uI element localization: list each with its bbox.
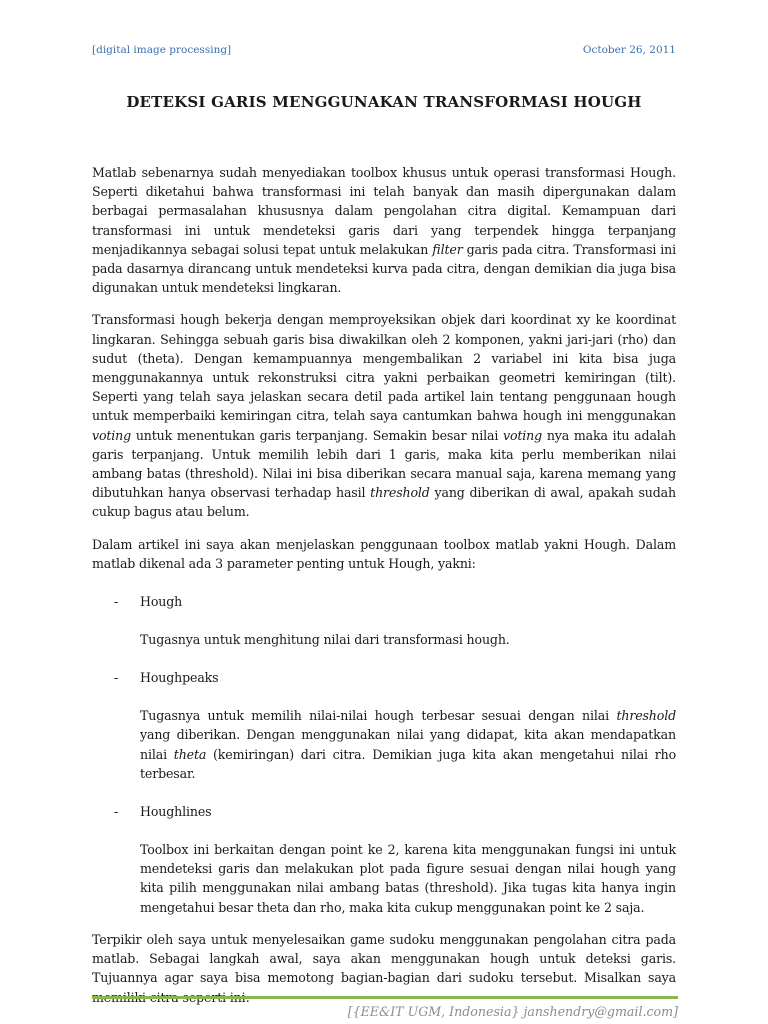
list-bullet: -	[114, 670, 119, 686]
list-item-title: Hough	[140, 594, 183, 610]
list-item-description: Tugasnya untuk menghitung nilai dari transformasi hough.	[140, 632, 510, 648]
footer-contact: [{EE&IT UGM, Indonesia} janshendry@gmail.com]	[347, 1004, 678, 1019]
page-header	[92, 44, 676, 60]
paragraph-toolbox-intro: Dalam artikel ini saya akan menjelaskan penggunaan toolbox matlab yakni Hough. Dalam matlab dikenal ada 3 parameter penting untuk Hough, yakni:	[92, 536, 676, 571]
page-title: DETEKSI GARIS MENGGUNAKAN TRANSFORMASI HOUGH	[126, 93, 642, 111]
paragraph-intro: Matlab sebenarnya sudah menyediakan toolbox khusus untuk operasi transformasi Hough. Seperti diketahui bahwa transformasi ini telah banyak dan masih dipergunakan dalam berbagai permasalahan khususnya dalam pengolahan citra digital. Kemampuan dari transformasi ini untuk mendeteksi garis dari yang terpendek hingga terpanjang menjadikannya sebagai solusi tepat untuk melakukan filter garis pada citra. Transformasi ini pada dasarnya dirancang untuk mendeteksi kurva pada citra, dengan demikian dia juga bisa digunakan untuk mendeteksi lingkaran.	[92, 165, 676, 296]
list-item-hough	[92, 592, 676, 649]
paragraph-sudoku: Terpikir oleh saya untuk menyelesaikan game sudoku menggunakan pengolahan citra pada matlab. Sebagai langkah awal, saya akan menggunakan hough untuk deteksi garis. Tujuannya agar saya bisa memotong bagian-bagian dari sudoku tersebut. Misalkan saya	[92, 931, 676, 986]
list-item-description: Tugasnya untuk memilih nilai-nilai hough terbesar sesuai dengan nilai threshold yang diberikan. Dengan menggunakan nilai yang didapat, kita akan mendapatkan nilai theta (kemiringan) dari citra. Demikian juga kita akan mengetahui nilai rho terbesar.	[140, 708, 677, 781]
list-item-title: Houghpeaks	[140, 670, 219, 686]
header-date: October 26, 2011	[582, 44, 676, 56]
list-item-houghpeaks	[92, 668, 676, 783]
document-body	[92, 163, 676, 1020]
paragraph-hough-explanation: Transformasi hough bekerja dengan memproyeksikan objek dari koordinat xy ke koordinat lingkaran. Sehingga sebuah garis bisa diwakilkan oleh 2 komponen, yakni jari-jari (rho) dan sudut (theta). Dengan kemampuannya mengembalikan 2 variabel ini kita bisa juga menggunakannya untuk rekonstruksi citra yakni perbaikan geometri kemiringan (tilt). Seperti yang telah saya jelaskan secara detil pada artikel lain tentang penggunaan hough untuk memperbaiki kemiringan citra, telah saya cantumkan bahwa hough ini menggunakan voting untuk menentukan garis terpanjang. Semakin besar nilai voting nya maka itu adalah garis terpanjang. Untuk memilih lebih dari 1 garis, maka kita perlu memberikan nilai ambang batas (threshold). Nilai ini bisa diberikan secara manual saja, karena memang yang dibutuhkan hanya observasi terhadap hasil threshold yang diberikan di awal, apakah sudah cukup bagus atau belum.	[92, 312, 677, 520]
list-item-title: Houghlines	[140, 804, 212, 820]
list-item-description: Toolbox ini berkaitan dengan point ke 2, karena kita menggunakan fungsi ini untuk mendeteksi garis dan melakukan plot pada figure sesuai dengan nilai hough yang kita pilih menggunakan nilai ambang batas (threshold). Jika tugas kita hanya ingin mengetahui besar theta dan rho, maka kita cukup menggunakan point ke 2 saja.	[140, 842, 676, 915]
header-topic: [digital image processing]	[92, 44, 232, 56]
footer-divider	[92, 996, 678, 999]
list-bullet: -	[114, 804, 119, 820]
list-item-houghlines	[92, 802, 676, 917]
list-bullet: -	[114, 594, 119, 610]
